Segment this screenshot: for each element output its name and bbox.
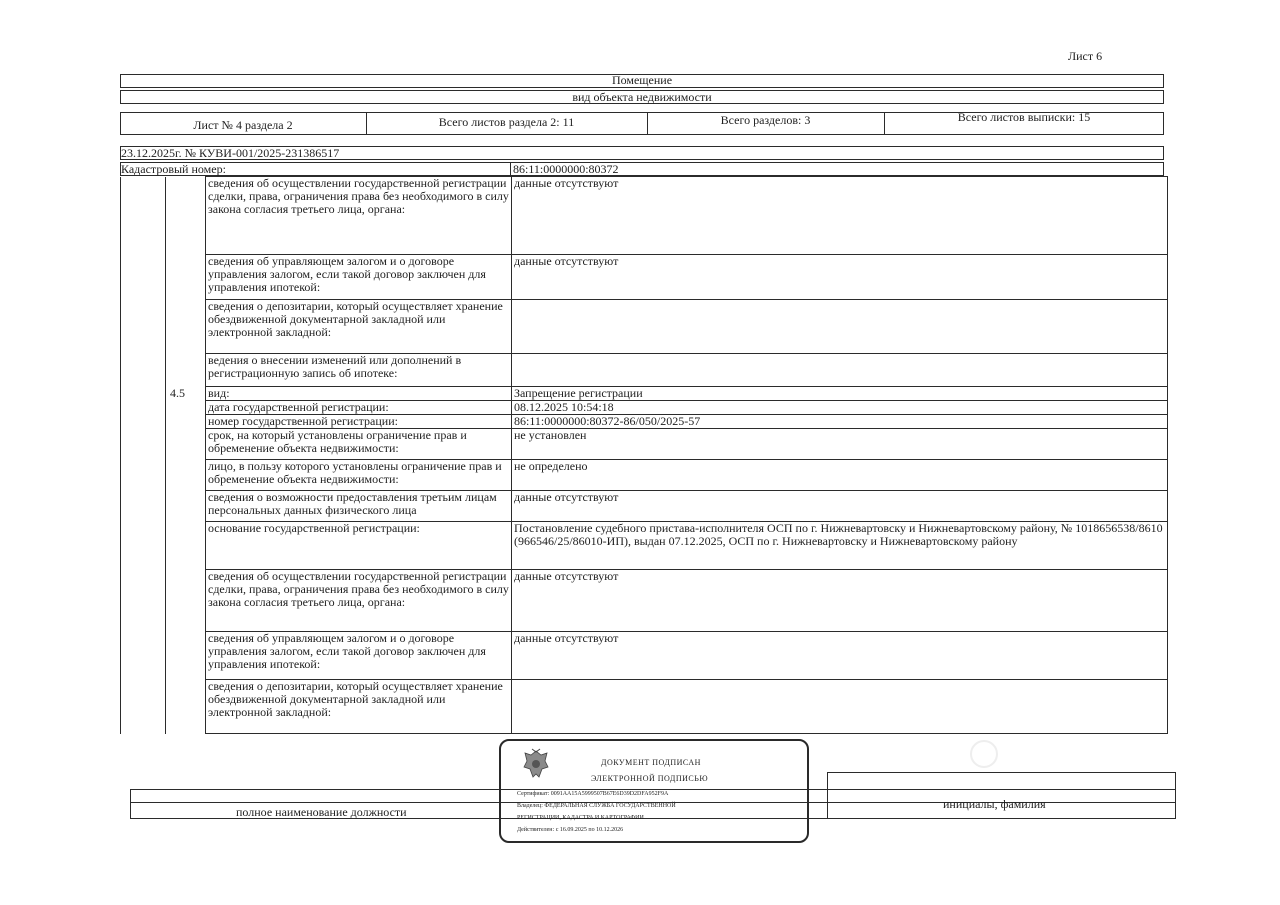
sheet-of-section: Лист № 4 раздела 2	[193, 118, 293, 132]
row-number	[166, 429, 206, 460]
row-number	[166, 491, 206, 522]
row-number	[166, 354, 206, 387]
table-row	[121, 354, 1168, 387]
watermark-icon	[970, 740, 998, 768]
row-value: 86:11:0000000:80372-86/050/2025-57	[512, 415, 1168, 429]
table-row	[121, 632, 1168, 680]
initials-label: инициалы, фамилия	[943, 797, 1046, 811]
stamp-line2: ЭЛЕКТРОННОЙ ПОДПИСЬЮ	[591, 774, 709, 783]
row-number	[166, 415, 206, 429]
encumbrance-table	[120, 176, 1168, 734]
row-number: 4.5	[166, 387, 206, 401]
row-number	[166, 460, 206, 491]
row-value: данные отсутствуют	[512, 491, 1168, 522]
table-row	[121, 401, 1168, 415]
row-number	[166, 177, 206, 255]
row-value: 08.12.2025 10:54:18	[512, 401, 1168, 415]
row-number	[166, 680, 206, 734]
position-label: полное наименование должности	[236, 805, 407, 819]
row-value: не определено	[512, 460, 1168, 491]
row-number	[166, 255, 206, 300]
row-value: не установлен	[512, 429, 1168, 460]
coat-of-arms-icon	[521, 747, 551, 781]
row-label: вид:	[206, 387, 512, 401]
sheet-number: Лист 6	[1068, 49, 1103, 63]
object-subtitle: вид объекта недвижимости	[572, 90, 712, 104]
cadastral-row	[120, 162, 1164, 176]
row-label: сведения о депозитарии, который осуществляет хранение обездвиженной документарной закладной или электронной закладной:	[206, 680, 512, 734]
table-row	[121, 491, 1168, 522]
electronic-signature-stamp	[499, 739, 809, 843]
row-label: ведения о внесении изменений или дополнений в регистрационную запись об ипотеке:	[206, 354, 512, 387]
table-row	[121, 300, 1168, 354]
row-number	[166, 522, 206, 570]
total-sheets-section: Всего листов раздела 2: 11	[438, 115, 575, 129]
row-label: сведения о депозитарии, который осуществляет хранение обездвиженной документарной закладной или электронной закладной:	[206, 300, 512, 354]
extract-date-number: 23.12.2025г. № КУВИ-001/2025-231386517	[121, 146, 340, 160]
table-row	[121, 570, 1168, 632]
row-value	[512, 300, 1168, 354]
stamp-owner: Владелец: ФЕДЕРАЛЬНАЯ СЛУЖБА ГОСУДАРСТВЕННОЙ	[517, 803, 676, 809]
total-sections: Всего разделов: 3	[720, 113, 811, 127]
table-row	[121, 387, 1168, 401]
row-number	[166, 632, 206, 680]
row-label: сведения об управляющем залогом и о договоре управления залогом, если такой договор заключен для управления ипотекой:	[206, 632, 512, 680]
stamp-certificate: Сертификат: 0091AA15A5999507B67E6D39D2DFA952F9A	[517, 791, 669, 797]
row-value	[512, 354, 1168, 387]
object-title: Помещение	[611, 73, 673, 87]
row-label: срок, на который установлены ограничение прав и обременение объекта недвижимости:	[206, 429, 512, 460]
row-value: данные отсутствуют	[512, 632, 1168, 680]
row-value	[512, 680, 1168, 734]
row-label: основание государственной регистрации:	[206, 522, 512, 570]
stamp-line1: ДОКУМЕНТ ПОДПИСАН	[601, 758, 701, 767]
total-sheets-extract: Всего листов выписки: 15	[957, 110, 1091, 124]
row-label: сведения об управляющем залогом и о договоре управления залогом, если такой договор заключен для управления ипотекой:	[206, 255, 512, 300]
row-value: данные отсутствуют	[512, 177, 1168, 255]
table-row	[121, 522, 1168, 570]
row-value: Постановление судебного пристава-исполнителя ОСП по г. Нижневартовску и Нижневартовскому району, № 1018656538/8610 (966546/25/86010-ИП), выдан 07.12.2025, ОСП по г. Нижневартовску и Нижневартовскому району	[512, 522, 1168, 570]
row-label: номер государственной регистрации:	[206, 415, 512, 429]
row-number	[166, 570, 206, 632]
cadastral-label: Кадастровый номер:	[121, 162, 226, 176]
row-number	[166, 401, 206, 415]
row-value: данные отсутствуют	[512, 255, 1168, 300]
table-row	[121, 177, 1168, 255]
row-label: лицо, в пользу которого установлены ограничение прав и обременение объекта недвижимости:	[206, 460, 512, 491]
stamp-owner-2: РЕГИСТРАЦИИ, КАДАСТРА И КАРТОГРАФИИ	[517, 815, 644, 821]
table-row	[121, 415, 1168, 429]
row-label: сведения об осуществлении государственной регистрации сделки, права, ограничения права без необходимого в силу закона согласия третьего лица, органа:	[206, 177, 512, 255]
row-label: сведения об осуществлении государственной регистрации сделки, права, ограничения права без необходимого в силу закона согласия третьего лица, органа:	[206, 570, 512, 632]
row-value: Запрещение регистрации	[512, 387, 1168, 401]
table-row	[121, 429, 1168, 460]
table-row	[121, 680, 1168, 734]
table-row	[121, 460, 1168, 491]
row-value: данные отсутствуют	[512, 570, 1168, 632]
row-number	[166, 300, 206, 354]
stamp-validity: Действителен: с 16.09.2025 по 10.12.2026	[517, 827, 624, 833]
row-label: сведения о возможности предоставления третьим лицам персональных данных физического лица	[206, 491, 512, 522]
table-row	[121, 255, 1168, 300]
row-label: дата государственной регистрации:	[206, 401, 512, 415]
cadastral-value: 86:11:0000000:80372	[513, 162, 619, 176]
